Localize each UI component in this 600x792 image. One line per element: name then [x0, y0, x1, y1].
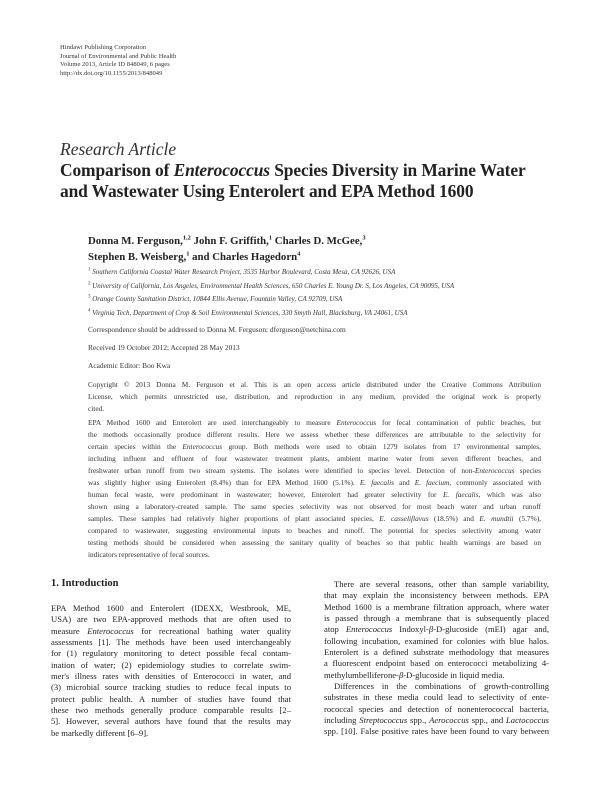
author-sup: 3: [362, 234, 366, 242]
title-part: Comparison of: [60, 160, 174, 180]
text-segment: Method 1600 is a membrane filtration approach, where water: [324, 601, 549, 612]
text-line: [51, 614, 291, 625]
text-line: [51, 603, 291, 614]
text-line: [324, 715, 549, 726]
text-line: [324, 681, 549, 692]
text-line: [324, 670, 549, 681]
affiliation: [88, 280, 454, 294]
text-segment: compared to wastewater, suggesting environmental inputs to beaches and runoff. The potential for species selectivity among water: [88, 526, 541, 535]
title-line-2: and Wastewater Using Enterolert and EPA Method 1600: [60, 181, 474, 201]
text-line: [51, 728, 291, 739]
author-list: [88, 233, 366, 265]
italic-term: Enterococcus: [474, 466, 515, 475]
affil-text: Southern California Coastal Water Research Project, 3535 Harbor Boulevard, Costa Mesa, CA 92626, USA: [92, 268, 396, 276]
text-segment: rococcal species and detection of nonenterococcal bacteria,: [324, 703, 549, 714]
article-title: [60, 160, 526, 202]
text-segment: EPA Method 1600 and Enterolert are used interchangeably to measure: [88, 418, 337, 427]
affil-text: Virginia Tech, Department of Crop & Soil Environmental Sciences, 330 Smyth Hall, Blacksburg, VA 24061, USA: [92, 308, 408, 317]
text-segment: these two methods generally produce comparable results [2–: [51, 705, 291, 716]
italic-term: Enterococcus: [182, 442, 223, 451]
text-segment: USA) are two EPA-approved methods that are often used to: [51, 614, 291, 625]
text-line: [324, 647, 549, 658]
text-line: [51, 716, 291, 727]
text-segment: (5.7%),: [513, 514, 542, 523]
text-segment: samples. These samples had relatively higher proportions of plant associated species,: [88, 514, 380, 523]
affil-sup: 1: [88, 267, 91, 273]
text-segment: including influent and effluent of four wastewater treatment plants, ambient marine water from seven different beaches, and: [88, 454, 541, 463]
text-line: [88, 379, 541, 391]
text-segment: indicators representative of fecal sources.: [88, 550, 210, 559]
italic-term: β: [428, 624, 434, 635]
publisher: Hindawi Publishing Corporation: [60, 44, 147, 51]
text-segment: certain species within the: [88, 442, 183, 451]
section-heading: 1. Introduction: [51, 578, 119, 589]
text-line: [88, 429, 541, 441]
text-segment: the methods occasionally produce different results. Here we assess whether these differences are attributable to the selectivity for: [88, 430, 541, 439]
affiliation: [88, 307, 454, 321]
text-segment: Copyright © 2013 Donna M. Ferguson et al. This is an open access article distributed under the Creative Commons Attribution: [88, 380, 541, 389]
text-segment: protect public health. A number of studies have found that: [51, 693, 291, 704]
text-segment: -D-glucoside (mEI) agar and,: [433, 624, 549, 635]
text-line: [88, 477, 541, 489]
text-segment: cited.: [88, 404, 105, 413]
affil-sup: 3: [88, 294, 91, 300]
text-line: [88, 441, 541, 453]
text-line: [51, 637, 291, 648]
intro-right-column: [324, 579, 549, 738]
text-line: [51, 648, 291, 659]
italic-term: Lactococcus: [506, 715, 549, 726]
text-segment: spp. [10]. False positive rates have been found to vary between: [324, 726, 549, 737]
text-segment: 5]. However, several authors have found that the results may: [51, 716, 291, 727]
text-line: [324, 602, 549, 613]
text-segment: Indoxyl-: [392, 624, 429, 635]
text-segment: including: [324, 715, 360, 726]
text-line: [324, 636, 549, 647]
text-line: [88, 489, 541, 501]
text-segment: and: [394, 478, 415, 487]
text-segment: assessments [1]. The methods have been used interchangeably: [51, 637, 291, 648]
text-segment: spp., and: [468, 715, 507, 726]
text-line: [88, 549, 541, 561]
affil-text: Orange County Sanitation District, 10844 Ellis Avenue, Fountain Valley, CA 92709, USA: [92, 295, 343, 303]
text-segment: -D-glucoside in liquid media.: [403, 669, 505, 680]
text-line: [88, 513, 541, 525]
copyright: [88, 379, 541, 415]
author-sup: 1: [186, 250, 190, 258]
academic-editor: Academic Editor: Boo Kwa: [88, 361, 171, 370]
text-segment: is passed through a membrane that is subsequently placed: [324, 613, 549, 624]
italic-term: Aerococcus: [429, 715, 469, 726]
text-line: [88, 465, 541, 477]
abstract: [88, 417, 541, 561]
text-line: [51, 694, 291, 705]
text-segment: License, which permits unrestricted use, distribution, and reproduction in any medium, provided the original work is properly: [88, 392, 541, 401]
text-line: [88, 417, 541, 429]
text-line: [324, 704, 549, 715]
italic-term: Streptococcus: [359, 715, 408, 726]
author-sup: 4: [297, 250, 301, 258]
text-segment: that may explain the inconsistency between methods. EPA: [324, 590, 549, 601]
text-segment: methylumbelliferone-: [324, 669, 399, 680]
doi-link[interactable]: http://dx.doi.org/10.1155/2013/848049: [60, 69, 163, 77]
article-type: Research Article: [60, 139, 177, 159]
text-line: [88, 391, 541, 403]
journal-header: [60, 44, 176, 78]
author-sup: 1,2: [182, 234, 191, 242]
text-segment: species: [514, 466, 541, 475]
text-line: [88, 537, 541, 549]
text-segment: following incubation, examined for colonies with blue halos.: [324, 635, 549, 646]
text-segment: mer's illness rates with densities of Enterococci in water, and: [51, 671, 291, 682]
text-segment: group. Both methods were used to obtain 1279 isolates from 17 environmental samples,: [222, 442, 541, 451]
text-line: [88, 453, 541, 465]
dates: Received 19 October 2012; Accepted 28 May 2013: [88, 343, 240, 352]
text-line: [324, 624, 549, 635]
text-segment: a fluorescent endpoint based on enterococci metabolizing 4-: [324, 658, 549, 669]
text-line: [51, 626, 291, 637]
title-genus: Enterococcus: [173, 160, 270, 180]
text-segment: freshwater urban runoff from two stream systems. The isolates were identified to species level. Detection of non-: [88, 466, 475, 475]
italic-term: E. faecalis: [442, 490, 479, 499]
italic-term: Enterococcus: [336, 418, 377, 427]
correspondence: Correspondence should be addressed to Donna M. Ferguson; dferguson@netchina.com: [88, 325, 346, 334]
text-segment: shown using a laboratory-created sample. The same species selectivity was not observed for most beach water and urban runoff: [88, 502, 541, 511]
text-segment: Differences in the combinations of growth-controlling: [334, 681, 549, 692]
author: Stephen B. Weisberg,: [88, 251, 187, 263]
affil-text: University of California, Los Angeles, Environmental Health Sciences, 650 Charles E. Young Dr. S, Los Angeles, CA 90095, USA: [92, 281, 455, 290]
text-segment: substrates in these media could lead to selectivity of ente-: [324, 692, 549, 703]
italic-term: β: [398, 669, 404, 680]
text-segment: spp.,: [407, 715, 430, 726]
text-line: [324, 692, 549, 703]
text-segment: be markedly different [6–9].: [51, 727, 149, 738]
text-segment: EPA Method 1600 and Enterolert (IDEXX, Westbrook, ME,: [51, 603, 291, 613]
text-line: [51, 705, 291, 716]
volume-info: Volume 2013, Article ID 848049, 6 pages: [60, 61, 170, 69]
affiliation: [88, 266, 454, 280]
italic-term: Enterococcus: [345, 624, 393, 635]
italic-term: Enterococcus: [87, 625, 134, 636]
italic-term: E. faecalis: [359, 478, 395, 487]
text-line: [88, 501, 541, 513]
text-line: [51, 682, 291, 693]
text-segment: for fecal contamination of public beaches, but: [376, 418, 541, 427]
text-segment: atop: [324, 624, 346, 635]
author-sup: 1: [268, 234, 273, 242]
text-segment: ination of water; (2) epidemiology studies to correlate swim-: [51, 659, 291, 670]
affil-sup: 2: [88, 281, 91, 287]
text-segment: was slightly higher using Enterolert (8.4%) than for EPA Method 1600 (5.1%).: [88, 478, 360, 487]
text-segment: (3) microbial source tracking studies to reduce fecal inputs to: [51, 682, 291, 693]
author: Donna M. Ferguson,: [88, 235, 183, 247]
text-line: [324, 658, 549, 669]
text-line: [324, 579, 549, 590]
text-segment: , commonly associated with: [449, 478, 542, 487]
italic-term: E. mundtii: [479, 514, 514, 523]
text-segment: (18.5%) and: [428, 514, 480, 523]
affiliations: [88, 266, 454, 320]
text-line: [88, 525, 541, 537]
italic-term: E. casseliflavus: [379, 514, 429, 523]
affiliation: [88, 293, 454, 307]
author: and Charles Hagedorn: [192, 251, 298, 263]
text-segment: testing methods should be considered when assessing the sanitary quality of beaches so that public health warnings are based on: [88, 538, 541, 547]
text-segment: human fecal waste, were predominant in wastewater; however, Enterolert had greater selectivity for: [88, 490, 443, 499]
text-line: [324, 726, 549, 737]
text-line: [88, 403, 541, 415]
text-line: [51, 660, 291, 671]
author: Charles D. McGee,: [274, 235, 363, 247]
author: John F. Griffith,: [193, 235, 269, 247]
text-segment: Enterolert is a defined substrate methodology that measures: [324, 647, 549, 658]
affil-sup: 4: [88, 308, 91, 314]
text-line: [324, 590, 549, 601]
text-line: [324, 613, 549, 624]
journal-name: Journal of Environmental and Public Health: [60, 52, 177, 60]
text-segment: measure: [51, 625, 88, 636]
text-segment: , which was also: [478, 490, 542, 499]
text-segment: for recreational bathing water quality: [133, 625, 291, 636]
text-segment: There are several reasons, other than sample variability,: [334, 579, 549, 589]
text-segment: for (1) regulatory monitoring to detect possible fecal contam-: [51, 648, 291, 659]
title-part: Species Diversity in Marine Water: [269, 160, 526, 180]
intro-left-column: [51, 603, 291, 739]
italic-term: E. faecium: [414, 478, 450, 487]
text-line: [51, 671, 291, 682]
